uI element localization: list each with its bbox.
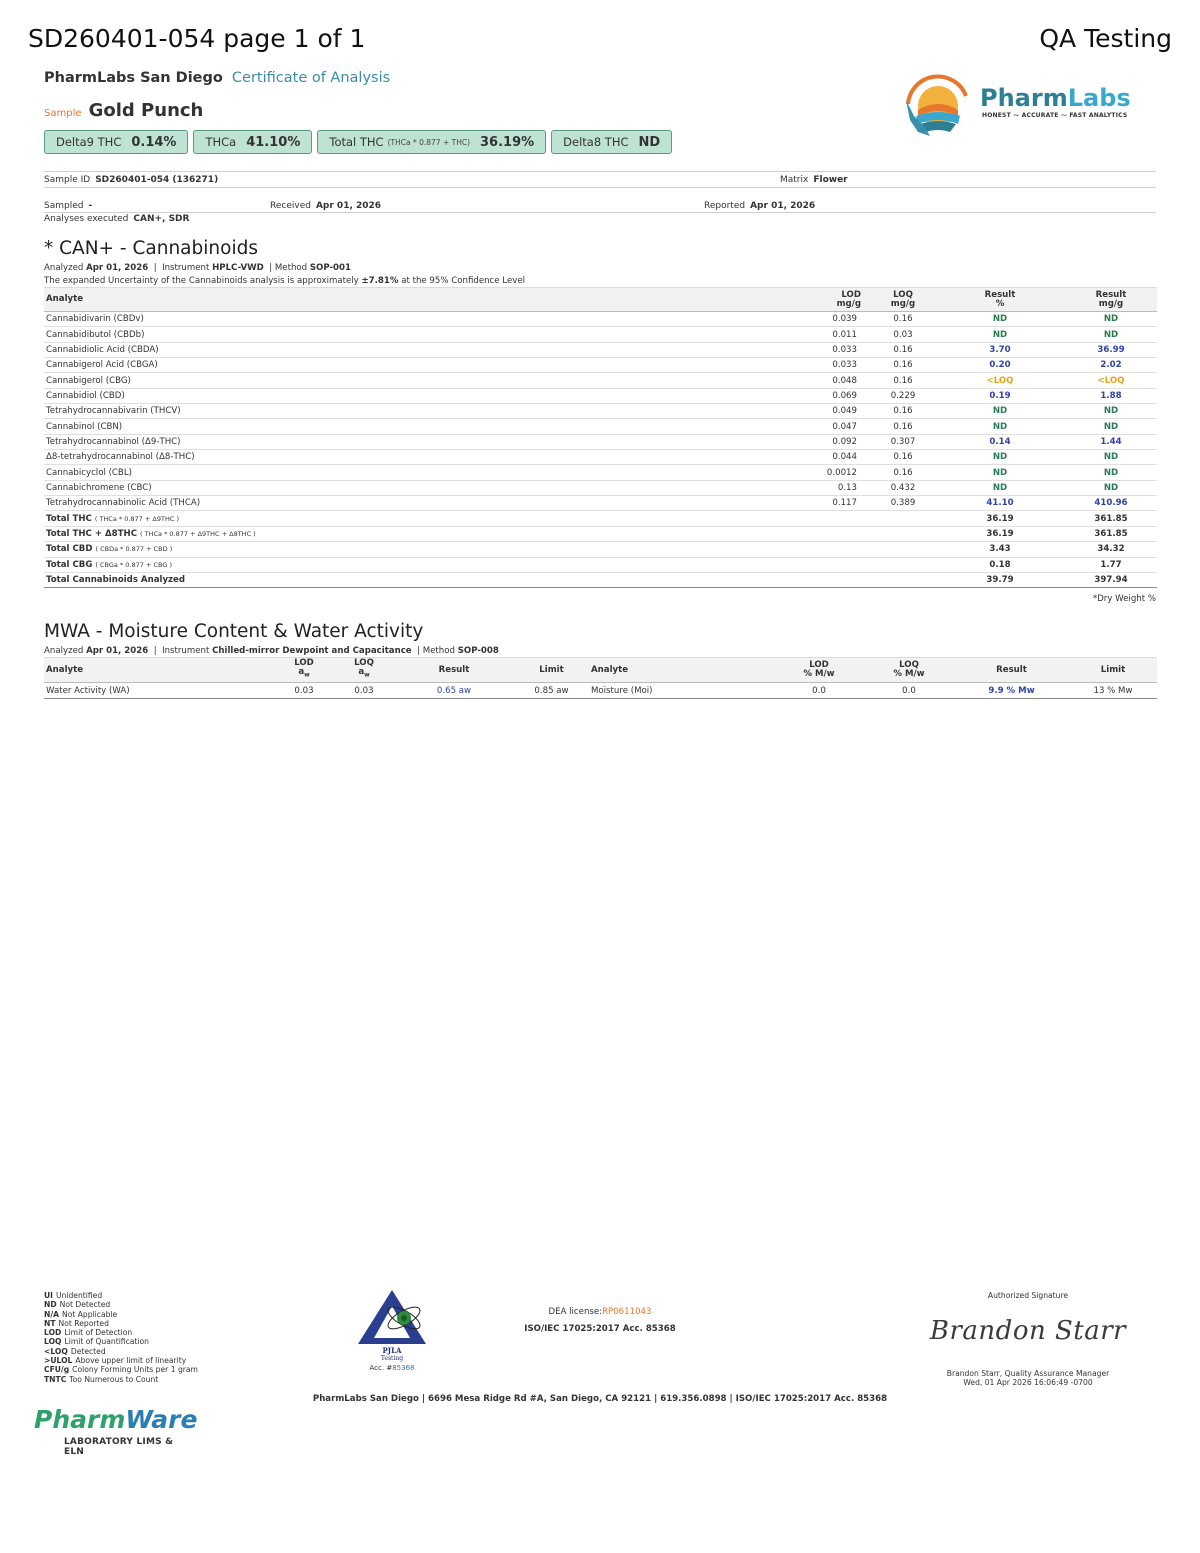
instrument-label: Instrument <box>162 646 210 656</box>
loq-cell-2: 0.0 <box>864 683 954 699</box>
pjla-sub: Testing <box>380 1355 404 1362</box>
legend-text: Detected <box>70 1346 106 1356</box>
iso-accreditation: ISO/IEC 17025:2017 Acc. 85368 <box>524 1324 676 1334</box>
lod-cell: 0.092 <box>744 434 871 449</box>
legend-item <box>44 1319 198 1328</box>
analyses-label: Analyses executed <box>44 214 129 224</box>
result-mg-cell: <LOQ <box>1065 373 1157 388</box>
legend-abbr: LOD <box>44 1328 62 1338</box>
total-pct-cell: 3.43 <box>935 542 1065 557</box>
legend-item <box>44 1310 198 1319</box>
pharmlabs-wordmark <box>980 84 1131 112</box>
col-lod: LOD mg/g <box>744 288 871 312</box>
loq-cell: 0.229 <box>871 388 935 403</box>
table-row <box>44 450 1157 465</box>
total-mg-cell: 1.77 <box>1065 557 1157 572</box>
result-mg-cell: 410.96 <box>1065 496 1157 511</box>
divider <box>44 187 1156 188</box>
total-label: Total CBG <box>46 559 93 570</box>
loq-cell: 0.16 <box>871 358 935 373</box>
total-label-cell <box>44 572 744 587</box>
legend-text: Limit of Detection <box>64 1328 133 1338</box>
badge-delta8-thc <box>551 130 672 154</box>
empty-cell <box>871 526 935 541</box>
legend-abbr: <LOQ <box>44 1346 68 1356</box>
analyte-cell: Cannabinol (CBN) <box>44 419 744 434</box>
badge-value: 0.14% <box>131 134 177 150</box>
signatory-name-title: Brandon Starr, Quality Assurance Manager <box>946 1369 1110 1378</box>
analyzed-label: Analyzed <box>44 646 84 656</box>
potency-badges <box>44 130 672 154</box>
uncertainty-text: The expanded Uncertainty of the Cannabinoids analysis is approximately <box>44 276 359 286</box>
pjla-accreditation-mark <box>356 1288 428 1373</box>
analyte-cell: Cannabidibutol (CBDb) <box>44 327 744 342</box>
pjla-triangle-icon <box>356 1288 428 1346</box>
lod-cell: 0.048 <box>744 373 871 388</box>
analyte-cell: Cannabidiolic Acid (CBDA) <box>44 342 744 357</box>
table-row <box>44 388 1157 403</box>
legend-abbr: N/A <box>44 1309 60 1319</box>
dea-license-label: DEA license: <box>548 1307 603 1317</box>
analyzed-date: Apr 01, 2026 <box>86 263 149 273</box>
badge-label: Delta8 THC <box>563 135 629 149</box>
empty-cell <box>744 557 871 572</box>
lab-title-line <box>44 70 390 86</box>
col-lod: LOD $a_w$ <box>274 658 334 683</box>
legend-item <box>44 1375 198 1384</box>
table-row <box>44 373 1157 388</box>
method-value: SOP-001 <box>309 263 351 273</box>
received-field <box>270 201 381 211</box>
badge-label: Total THC <box>329 135 384 149</box>
result-pct-cell: 0.19 <box>935 388 1065 403</box>
table-row <box>44 404 1157 419</box>
loq-cell: 0.16 <box>871 404 935 419</box>
dry-weight-note: *Dry Weight % <box>1092 594 1156 604</box>
total-label: Total THC <box>46 513 92 524</box>
instrument-label: Instrument <box>162 263 210 273</box>
reported-label: Reported <box>704 201 746 211</box>
legend-abbr: CFU/g <box>44 1365 70 1375</box>
badge-label: THCa <box>205 135 237 149</box>
table-row <box>44 358 1157 373</box>
total-formula: ( CBDa * 0.877 + CBD ) <box>95 545 173 554</box>
sample-label: Sample <box>44 108 82 119</box>
badge-value: 41.10% <box>246 134 301 150</box>
loq-cell: 0.432 <box>871 480 935 495</box>
coa-title: Certificate of Analysis <box>231 70 391 86</box>
handwritten-signature: Brandon Starr <box>929 1316 1127 1346</box>
result-mg-cell: 36.99 <box>1065 342 1157 357</box>
total-formula: ( CBGa * 0.877 + CBG ) <box>95 560 172 569</box>
table-header-row <box>44 658 1157 683</box>
logo-tagline: HONEST ⁓ ACCURATE ⁓ FAST ANALYTICS <box>982 112 1128 119</box>
total-pct-cell: 39.79 <box>935 572 1065 587</box>
badge-formula: (THCa * 0.877 + THC) <box>387 137 470 147</box>
uncertainty-note <box>44 276 525 286</box>
analyses-value: CAN+, SDR <box>133 214 190 224</box>
analyte-cell: Cannabichromene (CBC) <box>44 480 744 495</box>
loq-cell: 0.16 <box>871 312 935 327</box>
lod-cell: 0.069 <box>744 388 871 403</box>
total-formula: ( THCa * 0.877 + Δ9THC ) <box>94 514 179 523</box>
sample-id-label: Sample ID <box>44 175 91 185</box>
table-row <box>44 480 1157 495</box>
result-pct-cell: ND <box>935 327 1065 342</box>
result-pct-cell: 41.10 <box>935 496 1065 511</box>
badge-total-thc <box>317 130 546 154</box>
analyte-cell: Cannabigerol Acid (CBGA) <box>44 358 744 373</box>
total-pct-cell: 36.19 <box>935 526 1065 541</box>
col-analyte-2: Analyte <box>589 658 774 683</box>
legend-text: Not Detected <box>59 1300 111 1310</box>
legend-text: Unidentified <box>56 1291 103 1300</box>
total-mg-cell: 34.32 <box>1065 542 1157 557</box>
signature-label: Authorized Signature <box>987 1291 1069 1300</box>
total-formula: ( THCa * 0.877 + Δ9THC + Δ8THC ) <box>140 529 256 538</box>
loq-cell: 0.03 <box>871 327 935 342</box>
empty-cell <box>744 526 871 541</box>
result-mg-cell: ND <box>1065 312 1157 327</box>
total-mg-cell: 361.85 <box>1065 511 1157 526</box>
lod-cell: 0.117 <box>744 496 871 511</box>
total-label-cell <box>44 542 744 557</box>
col-limit-2: Limit <box>1069 658 1157 683</box>
result-mg-cell: 1.88 <box>1065 388 1157 403</box>
total-pct-cell: 0.18 <box>935 557 1065 572</box>
lod-cell-2: 0.0 <box>774 683 864 699</box>
mwa-table <box>44 657 1157 699</box>
col-result-2: Result <box>954 658 1069 683</box>
analyte-cell: Cannabicyclol (CBL) <box>44 465 744 480</box>
dea-license-block <box>520 1304 680 1338</box>
lod-cell: 0.033 <box>744 342 871 357</box>
result-mg-cell: ND <box>1065 327 1157 342</box>
pjla-accreditation-number: Acc. #85368 <box>369 1364 415 1372</box>
sampled-value: - <box>88 201 93 211</box>
col-analyte: Analyte <box>44 288 744 312</box>
sample-name: Gold Punch <box>88 100 204 121</box>
loq-cell: 0.03 <box>334 683 394 699</box>
mwa-section-title: MWA - Moisture Content & Water Activity <box>44 621 424 642</box>
result-mg-cell: ND <box>1065 404 1157 419</box>
legend-abbr: LOQ <box>44 1337 62 1347</box>
table-row <box>44 465 1157 480</box>
legend-abbr: NT <box>44 1318 56 1328</box>
table-row <box>44 312 1157 327</box>
divider <box>44 171 1156 172</box>
empty-cell <box>744 511 871 526</box>
result-mg-cell: 1.44 <box>1065 434 1157 449</box>
table-header-row <box>44 288 1157 312</box>
total-label: Total THC + Δ8THC <box>46 528 138 539</box>
total-pct-cell: 36.19 <box>935 511 1065 526</box>
loq-cell: 0.307 <box>871 434 935 449</box>
analyte-cell-2: Moisture (Moi) <box>589 683 774 699</box>
mwa-analysis-meta: Analyzed Apr 01, 2026 | Instrument Chilled-mirror Dewpoint and Capacitance | Method SOP-008 <box>44 646 499 656</box>
loq-cell: 0.389 <box>871 496 935 511</box>
analyte-cell: Cannabidivarin (CBDv) <box>44 312 744 327</box>
document-id: SD260401-054 page 1 of 1 <box>28 24 366 53</box>
pjla-name: PJLA <box>382 1346 402 1355</box>
lod-cell: 0.13 <box>744 480 871 495</box>
lod-cell: 0.044 <box>744 450 871 465</box>
footer-address: PharmLabs San Diego | 6696 Mesa Ridge Rd #A, San Diego, CA 92121 | 619.356.0898 | ISO/IEC 17025:2017 Acc. 85368 <box>312 1394 888 1404</box>
received-value: Apr 01, 2026 <box>315 201 382 211</box>
legend-item <box>44 1291 198 1300</box>
result-mg-cell: ND <box>1065 480 1157 495</box>
analyte-cell: Cannabigerol (CBG) <box>44 373 744 388</box>
empty-cell <box>744 572 871 587</box>
result-cell-2: 9.9 % Mw <box>954 683 1069 699</box>
wordmark-pharm: Pharm <box>34 1405 126 1434</box>
badge-label: Delta9 THC <box>56 135 122 149</box>
loq-cell: 0.16 <box>871 419 935 434</box>
abbreviation-legend <box>44 1291 198 1384</box>
legend-abbr: UI <box>44 1291 53 1300</box>
badge-delta9-thc <box>44 130 188 154</box>
legend-text: Not Applicable <box>62 1309 118 1319</box>
badge-value: 36.19% <box>480 134 535 150</box>
sampled-label: Sampled <box>44 201 84 211</box>
analyte-cell: Δ8-tetrahydrocannabinol (Δ8-THC) <box>44 450 744 465</box>
sample-line <box>44 100 203 121</box>
loq-cell: 0.16 <box>871 465 935 480</box>
legend-text: Not Reported <box>58 1318 109 1328</box>
matrix-value: Flower <box>813 175 848 185</box>
result-mg-cell: ND <box>1065 465 1157 480</box>
result-pct-cell: 3.70 <box>935 342 1065 357</box>
total-label-cell <box>44 511 744 526</box>
result-mg-cell: ND <box>1065 419 1157 434</box>
result-pct-cell: ND <box>935 480 1065 495</box>
matrix-field <box>780 175 848 185</box>
result-pct-cell: ND <box>935 450 1065 465</box>
pharmware-wordmark <box>34 1405 197 1434</box>
analyzed-date: Apr 01, 2026 <box>86 646 149 656</box>
result-mg-cell: 2.02 <box>1065 358 1157 373</box>
lod-cell: 0.011 <box>744 327 871 342</box>
legend-text: Limit of Quantification <box>64 1337 149 1347</box>
pharmware-logo <box>34 1405 198 1457</box>
col-loq-2: LOQ % M/w <box>864 658 954 683</box>
legend-abbr: TNTC <box>44 1374 67 1384</box>
result-pct-cell: ND <box>935 404 1065 419</box>
reported-value: Apr 01, 2026 <box>750 201 816 211</box>
empty-cell <box>871 542 935 557</box>
lod-cell: 0.03 <box>274 683 334 699</box>
sample-id-value: SD260401-054 (136271) <box>95 175 219 185</box>
pharmlabs-emblem-icon <box>900 70 978 140</box>
legend-item <box>44 1337 198 1346</box>
total-label-cell <box>44 526 744 541</box>
lod-cell: 0.033 <box>744 358 871 373</box>
table-row <box>44 419 1157 434</box>
result-pct-cell: ND <box>935 419 1065 434</box>
total-label-cell <box>44 557 744 572</box>
col-result: Result <box>394 658 514 683</box>
col-result-pct: Result % <box>935 288 1065 312</box>
legend-item <box>44 1356 198 1365</box>
analyte-cell: Tetrahydrocannabinol (Δ9-THC) <box>44 434 744 449</box>
empty-cell <box>744 542 871 557</box>
dea-license-number: RP0611043 <box>602 1307 652 1317</box>
table-row <box>44 434 1157 449</box>
legend-abbr: ND <box>44 1300 57 1310</box>
result-pct-cell: <LOQ <box>935 373 1065 388</box>
lod-cell: 0.039 <box>744 312 871 327</box>
table-row <box>44 496 1157 511</box>
legend-item <box>44 1347 198 1356</box>
col-limit: Limit <box>514 658 589 683</box>
result-pct-cell: ND <box>935 312 1065 327</box>
table-row <box>44 327 1157 342</box>
uncertainty-value: ±7.81% <box>361 276 399 286</box>
result-mg-cell: ND <box>1065 450 1157 465</box>
analyte-cell: Cannabidiol (CBD) <box>44 388 744 403</box>
document-type: QA Testing <box>1039 24 1172 53</box>
loq-cell: 0.16 <box>871 342 935 357</box>
empty-cell <box>871 557 935 572</box>
legend-text: Colony Forming Units per 1 gram <box>72 1365 198 1375</box>
col-analyte: Analyte <box>44 658 274 683</box>
instrument-value: HPLC-VWD <box>212 263 264 273</box>
legend-text: Above upper limit of linearity <box>75 1356 187 1366</box>
col-result-mg: Result mg/g <box>1065 288 1157 312</box>
instrument-value: Chilled-mirror Dewpoint and Capacitance <box>212 646 412 656</box>
top-bar <box>28 24 1172 58</box>
analyses-row <box>44 214 1156 224</box>
loq-cell: 0.16 <box>871 373 935 388</box>
total-mg-cell: 397.94 <box>1065 572 1157 587</box>
legend-item <box>44 1300 198 1309</box>
badge-value: ND <box>638 134 661 150</box>
wordmark-pharm: Pharm <box>980 84 1068 112</box>
uncertainty-text-end: at the 95% Confidence Level <box>401 276 525 286</box>
divider <box>44 212 1156 213</box>
badge-thca <box>193 130 312 154</box>
method-label: Method <box>274 263 308 273</box>
empty-cell <box>871 572 935 587</box>
lod-cell: 0.047 <box>744 419 871 434</box>
lod-cell: 0.0012 <box>744 465 871 480</box>
sample-id-row <box>44 175 1156 185</box>
cannabinoids-section-title: * CAN+ - Cannabinoids <box>44 238 258 259</box>
total-row <box>44 511 1157 526</box>
wordmark-labs: Labs <box>1067 84 1131 112</box>
legend-item <box>44 1365 198 1374</box>
col-loq: LOQ mg/g <box>871 288 935 312</box>
received-label: Received <box>270 201 311 211</box>
method-value: SOP-008 <box>457 646 499 656</box>
legend-item <box>44 1328 198 1337</box>
limit-cell: 0.85 aw <box>514 683 589 699</box>
result-cell: 0.65 aw <box>394 683 514 699</box>
matrix-label: Matrix <box>780 175 809 185</box>
loq-cell: 0.16 <box>871 450 935 465</box>
pharmware-subtitle: LABORATORY LIMS & ELN <box>64 1437 174 1457</box>
empty-cell <box>871 511 935 526</box>
table-row <box>44 683 1157 699</box>
result-pct-cell: 0.20 <box>935 358 1065 373</box>
analyzed-label: Analyzed <box>44 263 84 273</box>
total-row <box>44 572 1157 587</box>
total-label: Total CBD <box>46 544 93 555</box>
signature-datetime: Wed, 01 Apr 2026 16:06:49 -0700 <box>963 1378 1093 1387</box>
lod-cell: 0.049 <box>744 404 871 419</box>
cannabinoids-table <box>44 287 1157 588</box>
method-label: Method <box>422 646 455 656</box>
analyte-cell: Water Activity (WA) <box>44 683 274 699</box>
total-row <box>44 542 1157 557</box>
dates-row <box>44 201 1156 211</box>
wordmark-ware: Ware <box>125 1405 198 1434</box>
analyte-cell: Tetrahydrocannabivarin (THCV) <box>44 404 744 419</box>
signatory-block <box>900 1369 1156 1387</box>
total-label: Total Cannabinoids Analyzed <box>46 575 186 586</box>
total-row <box>44 526 1157 541</box>
reported-field <box>704 201 815 211</box>
cannabinoids-analysis-meta: Analyzed Apr 01, 2026 | Instrument HPLC-VWD | Method SOP-001 <box>44 263 351 273</box>
legend-text: Too Numerous to Count <box>69 1374 159 1384</box>
result-pct-cell: ND <box>935 465 1065 480</box>
total-mg-cell: 361.85 <box>1065 526 1157 541</box>
legend-abbr: >ULOL <box>44 1356 73 1366</box>
limit-cell-2: 13 % Mw <box>1069 683 1157 699</box>
result-pct-cell: 0.14 <box>935 434 1065 449</box>
table-row <box>44 342 1157 357</box>
pharmlabs-logo <box>900 70 1162 140</box>
col-loq: LOQ $a_w$ <box>334 658 394 683</box>
col-lod-2: LOD % M/w <box>774 658 864 683</box>
lab-name: PharmLabs San Diego <box>44 70 223 86</box>
analyte-cell: Tetrahydrocannabinolic Acid (THCA) <box>44 496 744 511</box>
total-row <box>44 557 1157 572</box>
